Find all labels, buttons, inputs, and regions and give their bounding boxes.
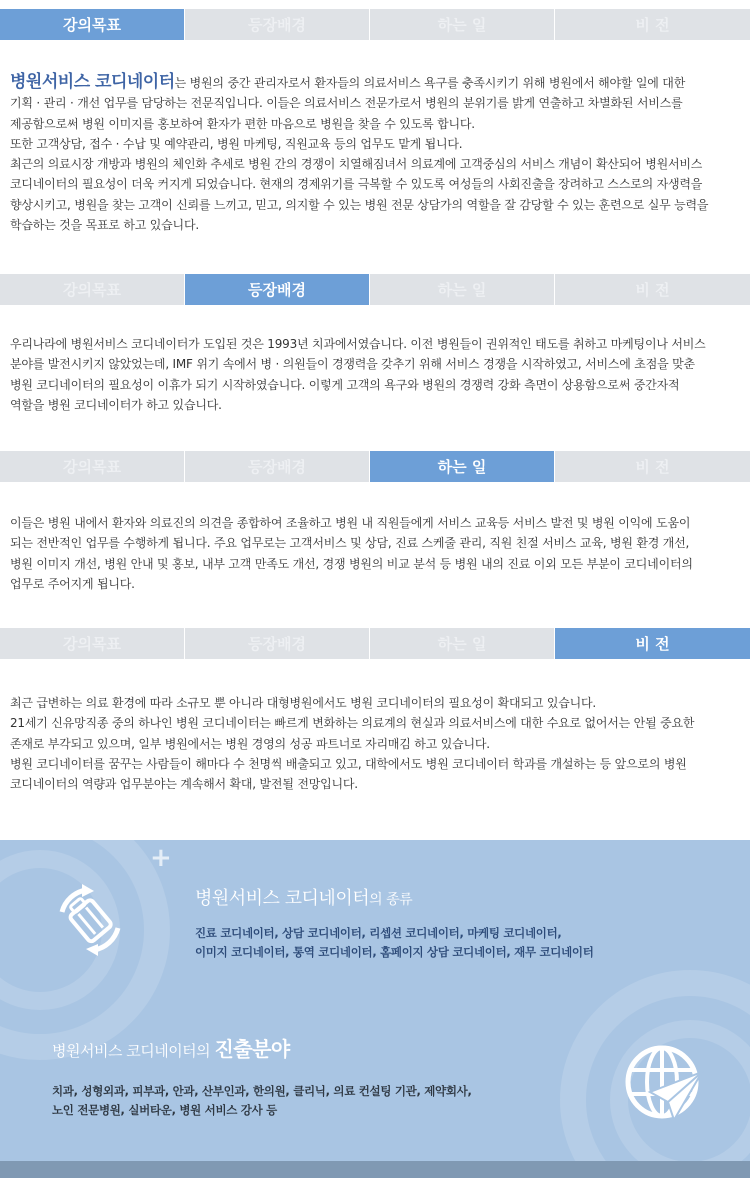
section-goal-line-3: 제공함으로써 병원 이미지를 홍보하여 환자가 편한 마음으로 병원을 찾을 수 있도록 합니다. (10, 116, 475, 131)
section-vision-line-2: 21세기 신유망직종 중의 하나인 병원 코디네이터는 빠르게 변화하는 의료계의 현실과 의료서비스에 대한 수요로 없어서는 안될 중요한 (10, 716, 695, 731)
globe-paper-plane-icon (622, 1042, 704, 1124)
fields-list (52, 1082, 472, 1120)
section-goal-line-6: 코디네이터의 필요성이 더욱 커지게 되었습니다. 현재의 경제위기를 극복할 수 있도록 여성들의 사회진출을 장려하고 스스로의 자생력을 (10, 177, 703, 192)
section-goal-line-8: 학습하는 것을 목표로 하고 있습니다. (10, 218, 199, 233)
section-background-line-1: 우리나라에 병원서비스 코디네이터가 도입된 것은 1993년 치과에서였습니다. 이전 병원들이 권위적인 태도를 취하고 마케팅이나 서비스 (10, 337, 706, 351)
types-list (195, 924, 594, 962)
tab-vision[interactable]: 비 전 (555, 628, 750, 659)
tab-goal[interactable]: 강의목표 (0, 9, 185, 40)
fields-line-2: 노인 전문병원, 실버타운, 병원 서비스 강사 등 (52, 1103, 277, 1117)
section-role-line-3: 병원 이미지 개선, 병원 안내 및 홍보, 내부 고객 만족도 개선, 경쟁 병원의 비교 분석 등 병원 내의 진료 이외 모든 부분이 코디네이터의 (10, 556, 693, 571)
section-goal (10, 72, 740, 235)
section-goal-line-7: 향상시키고, 병원을 찾는 고객이 신뢰를 느끼고, 믿고, 의지할 수 있는 병원 전문 상담가의 역할을 잘 감당할 수 있는 훈련으로 실무 능력을 (10, 197, 709, 212)
tab-role[interactable]: 하는 일 (370, 274, 555, 305)
tab-background[interactable]: 등장배경 (185, 628, 370, 659)
section-goal-line-2: 기획 · 관리 · 개선 업무를 담당하는 전문직입니다. 이들은 의료서비스 전문가로서 병원의 분위기를 밝게 연출하고 차별화된 서비스를 (10, 96, 683, 111)
tab-vision[interactable]: 비 전 (635, 281, 670, 299)
tab-bar-1 (0, 9, 750, 40)
types-line-1: 진료 코디네이터, 상담 코디네이터, 리셉션 코디네이터, 마케팅 코디네이터, (195, 926, 562, 940)
section-background-line-4: 역할을 병원 코디네이터가 하고 있습니다. (10, 397, 222, 412)
fields-line-1: 치과, 성형외과, 피부과, 안과, 산부인과, 한의원, 클리닉, 의료 컨설팅 기관, 제약회사, (52, 1084, 472, 1098)
section-background-line-2: 분야를 발전시키지 않았었는데, IMF 위기 속에서 병 · 의원들이 경쟁력을 갖추기 위해 서비스 경쟁을 시작하였고, 서비스에 초점을 맞춘 (10, 357, 695, 372)
tab-bar-3 (0, 451, 750, 482)
tab-bar-4 (0, 628, 750, 659)
rotating-luggage-icon (52, 882, 128, 958)
section-role-line-2: 되는 전반적인 업무를 수행하게 됩니다. 주요 업무로는 고객서비스 및 상담, 진료 스케줄 관리, 직원 친절 서비스 교육, 병원 환경 개선, (10, 536, 690, 551)
types-title: 병원서비스 코디네이터의 종류 (195, 888, 413, 909)
section-role-line-4: 업무로 주어지게 됩니다. (10, 576, 135, 591)
section-goal-line-5: 최근의 의료시장 개방과 병원의 체인화 추세로 병원 간의 경쟁이 치열해짐녀서 의료계에 고객중심의 서비스 개념이 확산되어 병원서비스 (10, 157, 703, 172)
footer-banner (0, 840, 750, 1178)
section-vision-line-3: 존재로 부각되고 있으며, 일부 병원에서는 병원 경영의 성공 파트너로 자리매김 하고 있습니다. (10, 736, 490, 751)
plus-decoration-icon: + (150, 843, 172, 873)
section-background (10, 334, 740, 415)
tab-background[interactable]: 등장배경 (185, 274, 370, 305)
lead-title: 병원서비스 코디네이터 (10, 72, 175, 92)
tab-vision[interactable]: 비 전 (635, 458, 670, 476)
tab-goal[interactable]: 강의목표 (0, 274, 185, 305)
section-vision-line-5: 코디네이터의 역량과 업무분야는 계속해서 확대, 발전될 전망입니다. (10, 777, 358, 792)
section-goal-line-4: 또한 고객상담, 접수 · 수납 및 예약관리, 병원 마케팅, 직원교육 등의 업무도 맡게 됩니다. (10, 136, 463, 151)
footer-bottom-bar (0, 1161, 750, 1178)
tab-role[interactable]: 하는 일 (370, 9, 555, 40)
section-goal-line-1: 병원서비스 코디네이터는 병원의 중간 관리자로서 환자들의 의료서비스 욕구를 충족시키기 위해 병원에서 해야할 일에 대한 (10, 72, 686, 92)
tab-bar-2 (0, 274, 750, 305)
section-background-line-3: 병원 코디네이터의 필요성이 이휴가 되기 시작하였습니다. 이렇게 고객의 욕구와 병원의 경쟁력 강화 측면이 상용함으로써 중간자적 (10, 377, 680, 392)
fields-title: 병원서비스 코디네이터의 진출분야 (52, 1037, 290, 1061)
types-line-2: 이미지 코디네이터, 통역 코디네이터, 홈페이지 상담 코디네이터, 재무 코디네이터 (195, 945, 594, 959)
section-vision-line-1: 최근 급변하는 의료 환경에 따라 소규모 뿐 아니라 대형병원에서도 병원 코디네이터의 필요성이 확대되고 있습니다. (10, 696, 597, 710)
section-vision (10, 693, 740, 794)
section-vision-line-4: 병원 코디네이터를 꿈꾸는 사람들이 해마다 수 천명씩 배출되고 있고, 대학에서도 병원 코디네이터 학과를 개설하는 등 앞으로의 병원 (10, 756, 687, 771)
section-role (10, 513, 740, 594)
tab-vision[interactable]: 비 전 (635, 16, 670, 34)
tab-goal[interactable]: 강의목표 (0, 451, 185, 482)
section-role-line-1: 이들은 병원 내에서 환자와 의료진의 의견을 종합하여 조율하고 병원 내 직원들에게 서비스 교육등 서비스 발전 및 병원 이익에 도움이 (10, 516, 691, 530)
tab-goal[interactable]: 강의목표 (0, 628, 185, 659)
tab-role[interactable]: 하는 일 (370, 628, 555, 659)
tab-background[interactable]: 등장배경 (185, 451, 370, 482)
tab-role[interactable]: 하는 일 (370, 451, 555, 482)
tab-background[interactable]: 등장배경 (185, 9, 370, 40)
